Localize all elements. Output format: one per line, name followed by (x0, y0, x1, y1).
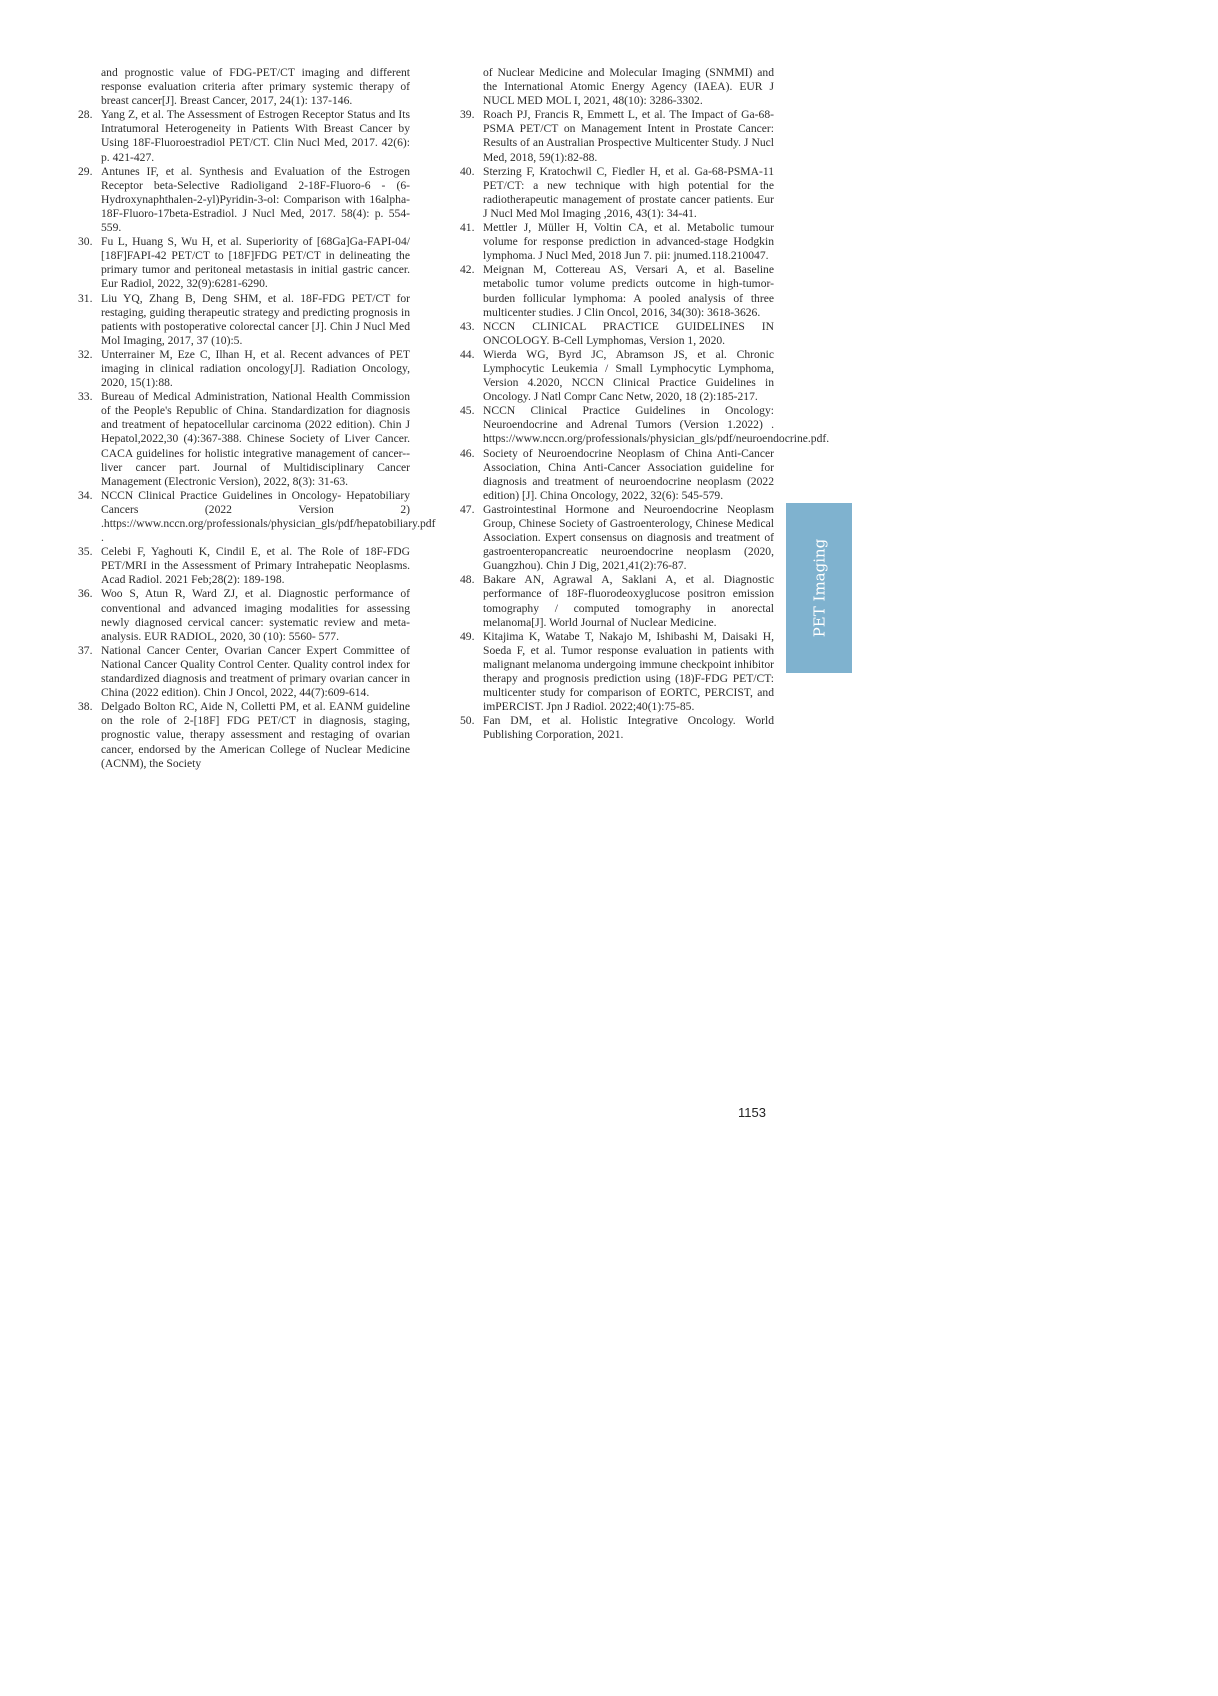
section-side-tab (786, 503, 852, 673)
reference-text: Unterrainer M, Eze C, Ilhan H, et al. Recent advances of PET imaging in clinical radiation oncology[J]. Radiation Oncology, 2020, 15(1):88. (101, 347, 410, 390)
reference-item (78, 587, 410, 643)
reference-item (460, 630, 774, 715)
reference-item (78, 700, 410, 770)
reference-text: Bakare AN, Agrawal A, Saklani A, et al. Diagnostic performance of 18F-fluorodeoxyglucose positron emission tomography / computed tomography in anorectal melanoma[J]. World Journal of Nuclear Medicine. (483, 573, 774, 629)
reference-item (78, 165, 410, 235)
reference-text: Liu YQ, Zhang B, Deng SHM, et al. 18F-FDG PET/CT for restaging, guiding therapeutic strategy and predicting prognosis in patients with postoperative colorectal cancer [J]. Chin J Nucl Med Mol Imaging, 2017, 37 (10):5. (101, 291, 410, 347)
reference-text: and prognostic value of FDG-PET/CT imaging and different response evaluation criteria after primary systemic therapy of breast cancer[J]. Breast Cancer, 2017, 24(1): 137-146. (101, 66, 410, 108)
reference-text: Roach PJ, Francis R, Emmett L, et al. The Impact of Ga-68-PSMA PET/CT on Management Intent in Prostate Cancer: Results of an Australian Prospective Multicenter Study. J Nucl Med, 2018, 59(1):82-88. (483, 108, 774, 164)
reference-number: 43. (460, 319, 475, 333)
reference-number: 36. (78, 587, 93, 601)
reference-item (78, 644, 410, 700)
reference-item (78, 348, 410, 390)
reference-continuation (78, 66, 410, 108)
reference-text: Delgado Bolton RC, Aide N, Colletti PM, et al. EANM guideline on the role of 2-[18F] FDG PET/CT in diagnosis, staging, prognostic value, therapy assessment and restaging of ovarian cancer, endorsed by the American College of Nuclear Medicine (ACNM), the Society (101, 700, 410, 770)
reference-number: 32. (78, 347, 93, 361)
reference-number: 31. (78, 291, 93, 305)
reference-number: 42. (460, 263, 475, 277)
reference-item (460, 165, 774, 221)
reference-number: 39. (460, 108, 475, 122)
reference-number: 40. (460, 164, 475, 178)
reference-text: Kitajima K, Watabe T, Nakajo M, Ishibashi M, Daisaki H, Soeda F, et al. Tumor response evaluation in patients with malignant melanoma undergoing immune checkpoint inhibitor therapy and prognosis prediction using (18)F-FDG PET/CT: multicenter study for comparison of EORTC, PERCIST, and imPERCIST. Jpn J Radiol. 2022;40(1):75-85. (483, 629, 774, 714)
reference-item (78, 390, 410, 489)
reference-number: 33. (78, 390, 93, 404)
page-number: 1153 (738, 1105, 766, 1120)
reference-item (460, 108, 774, 164)
reference-text: National Cancer Center, Ovarian Cancer Expert Committee of National Cancer Quality Control Center. Quality control index for standardized diagnosis and treatment of primary ovarian cancer in China (2022 edition). Chin J Oncol, 2022, 44(7):609-614. (101, 643, 410, 700)
reference-item (78, 545, 410, 587)
reference-number: 38. (78, 700, 93, 714)
reference-text: Society of Neuroendocrine Neoplasm of China Anti-Cancer Association, China Anti-Cancer Association guideline for diagnosis and treatment of neuroendocrine neoplasm (2022 edition) [J]. China Oncology, 2022, 32(6): 545-579. (483, 446, 774, 502)
reference-text: Celebi F, Yaghouti K, Cindil E, et al. The Role of 18F-FDG PET/MRI in the Assessment of Primary Intrahepatic Neoplasms. Acad Radiol. 2021 Feb;28(2): 189-198. (101, 545, 410, 587)
reference-item (460, 404, 830, 446)
reference-item (460, 447, 774, 503)
references-left-column (78, 66, 436, 771)
reference-number: 28. (78, 108, 93, 122)
reference-item (460, 503, 774, 573)
reference-number: 34. (78, 488, 93, 502)
reference-item (78, 235, 410, 291)
reference-number: 30. (78, 235, 93, 249)
side-tab-label: PET Imaging (810, 538, 829, 638)
reference-text: Woo S, Atun R, Ward ZJ, et al. Diagnostic performance of conventional and advanced imaging modalities for assessing newly diagnosed cervical cancer: systematic review and meta-analysis. EUR RADIOL, 2020, 30 (10): 5560- 577. (101, 587, 410, 643)
reference-item (460, 573, 774, 629)
reference-item (78, 108, 410, 164)
reference-text: NCCN Clinical Practice Guidelines in Oncology: Neuroendocrine and Adrenal Tumors (Version 1.2022) . https://www.nccn.org/professionals/physician_gls/pdf/neuroendocrine.pdf. (483, 404, 830, 446)
reference-number: 48. (460, 573, 475, 587)
reference-item (78, 292, 410, 348)
reference-item (460, 320, 774, 348)
reference-item (78, 488, 436, 545)
reference-text: Mettler J, Müller H, Voltin CA, et al. Metabolic tumour volume for response prediction in advanced-stage Hodgkin lymphoma. J Nucl Med, 2018 Jun 7. pii: jnumed.118.210047. (483, 221, 774, 263)
reference-text: Sterzing F, Kratochwil C, Fiedler H, et al. Ga-68-PSMA-11 PET/CT: a new technique with high potential for the radiotherapeutic management of prostate cancer patients. Eur J Nucl Med Mol Imaging ,2016, 43(1): 34-41. (483, 164, 774, 220)
reference-number: 50. (460, 714, 475, 728)
reference-number: 29. (78, 164, 93, 178)
reference-text: Gastrointestinal Hormone and Neuroendocrine Neoplasm Group, Chinese Society of Gastroenterology, Chinese Medical Association. Expert consensus on diagnosis and treatment of gastroenteropancreatic neuroendocrine neoplasm (2020, Guangzhou). Chin J Dig, 2021,41(2):76-87. (483, 502, 774, 573)
reference-number: 45. (460, 404, 475, 418)
reference-item (460, 221, 774, 263)
reference-number: 44. (460, 347, 475, 361)
reference-text: Meignan M, Cottereau AS, Versari A, et al. Baseline metabolic tumor volume predicts outcome in high-tumor-burden follicular lymphoma: A pooled analysis of three multicenter studies. J Clin Oncol, 2016, 34(30): 3618-3626. (483, 263, 774, 319)
reference-number: 35. (78, 545, 93, 559)
reference-text: NCCN Clinical Practice Guidelines in Oncology- Hepatobiliary Cancers (2022 Version 2) .https://www.nccn.org/professionals/physician_gls/pdf/hepatobiliary.pdf . (101, 488, 436, 545)
reference-continuation (460, 66, 774, 108)
reference-text: Wierda WG, Byrd JC, Abramson JS, et al. Chronic Lymphocytic Leukemia / Small Lymphocytic Lymphoma, Version 4.2020, NCCN Clinical Practice Guidelines in Oncology. J Natl Compr Canc Netw, 2020, 18 (2):185-217. (483, 347, 774, 404)
reference-number: 49. (460, 629, 475, 643)
reference-text: of Nuclear Medicine and Molecular Imaging (SNMMI) and the International Atomic Energy Agency (IAEA). EUR J NUCL MED MOL I, 2021, 48(10): 3286-3302. (483, 66, 774, 108)
reference-number: 46. (460, 446, 475, 460)
reference-text: NCCN CLINICAL PRACTICE GUIDELINES IN ONCOLOGY. B-Cell Lymphomas, Version 1, 2020. (483, 319, 774, 347)
reference-text: Fan DM, et al. Holistic Integrative Oncology. World Publishing Corporation, 2021. (483, 714, 774, 742)
reference-text: Yang Z, et al. The Assessment of Estrogen Receptor Status and Its Intratumoral Heterogeneity in Patients With Breast Cancer by Using 18F-Fluoroestradiol PET/CT. Clin Nucl Med, 2017. 42(6): p. 421-427. (101, 108, 410, 164)
reference-number: 37. (78, 643, 93, 657)
reference-text: Antunes IF, et al. Synthesis and Evaluation of the Estrogen Receptor beta-Selective Radioligand 2-18F-Fluoro-6 - (6-Hydroxynaphthalen-2-yl)Pyridin-3-ol: Comparison with 16alpha-18F-Fluoro-17beta-Estradiol. J Nucl Med, 2017. 58(4): p. 554-559. (101, 164, 410, 235)
reference-number: 47. (460, 502, 475, 516)
reference-item (460, 714, 774, 742)
reference-number: 41. (460, 221, 475, 235)
reference-text: Fu L, Huang S, Wu H, et al. Superiority of [68Ga]Ga-FAPI-04/ [18F]FAPI-42 PET/CT to [18F]FDG PET/CT in delineating the primary tumor and peritoneal metastasis in initial gastric cancer. Eur Radiol, 2022, 32(9):6281-6290. (101, 235, 410, 291)
reference-text: Bureau of Medical Administration, National Health Commission of the People's Republic of China. Standardization for diagnosis and treatment of hepatocellular carcinoma (2022 edition). Chin J Hepatol,2022,30 (4):367-388. Chinese Society of Liver Cancer. CACA guidelines for holistic integrative management of cancer--liver cancer part. Journal of Multidisciplinary Cancer Management (Electronic Version), 2022, 8(3): 31-63. (101, 390, 410, 488)
reference-item (460, 348, 774, 404)
reference-item (460, 263, 774, 319)
